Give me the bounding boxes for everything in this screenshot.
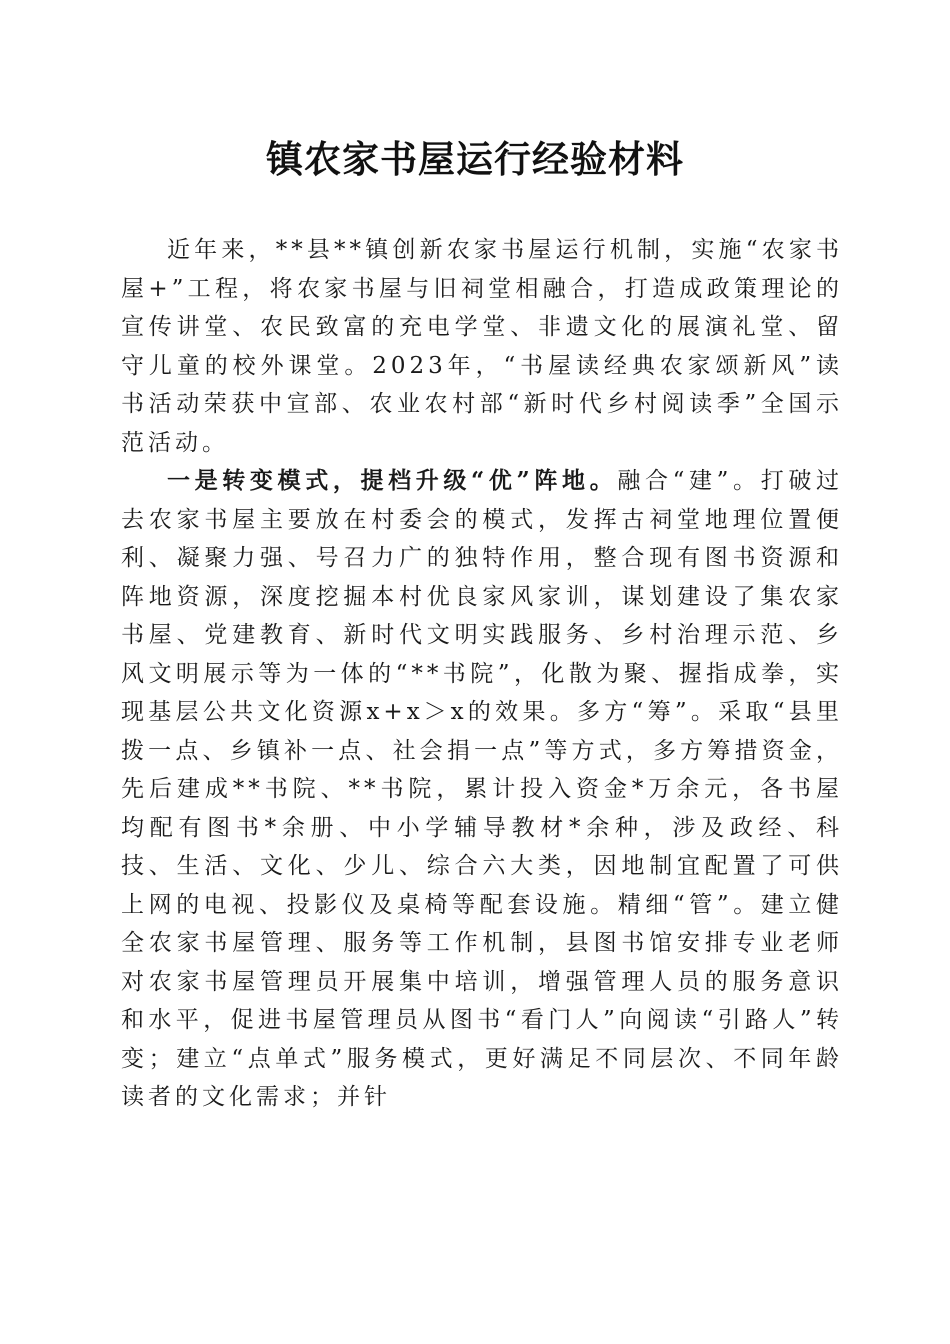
section-body: 融合“建”。打破过去农家书屋主要放在村委会的模式，发挥古祠堂地理位置便利、凝聚力强、号召力广的独特作用，整合现有图书资源和阵地资源，深度挖掘本村优良家风家训，谋划建设了集农家书屋、党建教育、新时代文明实践服务、乡村治理示范、乡风文明展示等为一体的“**书院”，化散为聚、握指成拳，实现基层公共文化资源x+x＞x的效果。多方“筹”。采取“县里拨一点、乡镇补一点、社会捐一点”等方式，多方筹措资金，先后建成**书院、**书院，累计投入资金*万余元，各书屋均配有图书*余册、中小学辅导教材*余种，涉及政经、科技、生活、文化、少儿、综合六大类，因地制宜配置了可供上网的电视、投影仪及桌椅等配套设施。精细“管”。建立健全农家书屋管理、服务等工作机制，县图书馆安排专业老师对农家书屋管理员开展集中培训，增强管理人员的服务意识和水平，促进书屋管理员从图书“看门人”向阅读“引路人”转变；建立“点单式”服务模式，更好满足不同层次、不同年龄读者的文化需求；并针 bbox=[121, 468, 843, 1110]
paragraph-section-one bbox=[121, 462, 843, 1117]
section-heading: 一是转变模式，提档升级“优”阵地。 bbox=[167, 467, 618, 494]
document-body bbox=[121, 231, 843, 1117]
document-title: 镇农家书屋运行经验材料 bbox=[266, 137, 684, 181]
paragraph-intro: 近年来，**县**镇创新农家书屋运行机制，实施“农家书屋+”工程，将农家书屋与旧祠堂相融合，打造成政策理论的宣传讲堂、农民致富的充电学堂、非遗文化的展演礼堂、留守儿童的校外课堂。2023年，“书屋读经典农家颂新风”读书活动荣获中宣部、农业农村部“新时代乡村阅读季”全国示范活动。 bbox=[121, 237, 843, 456]
